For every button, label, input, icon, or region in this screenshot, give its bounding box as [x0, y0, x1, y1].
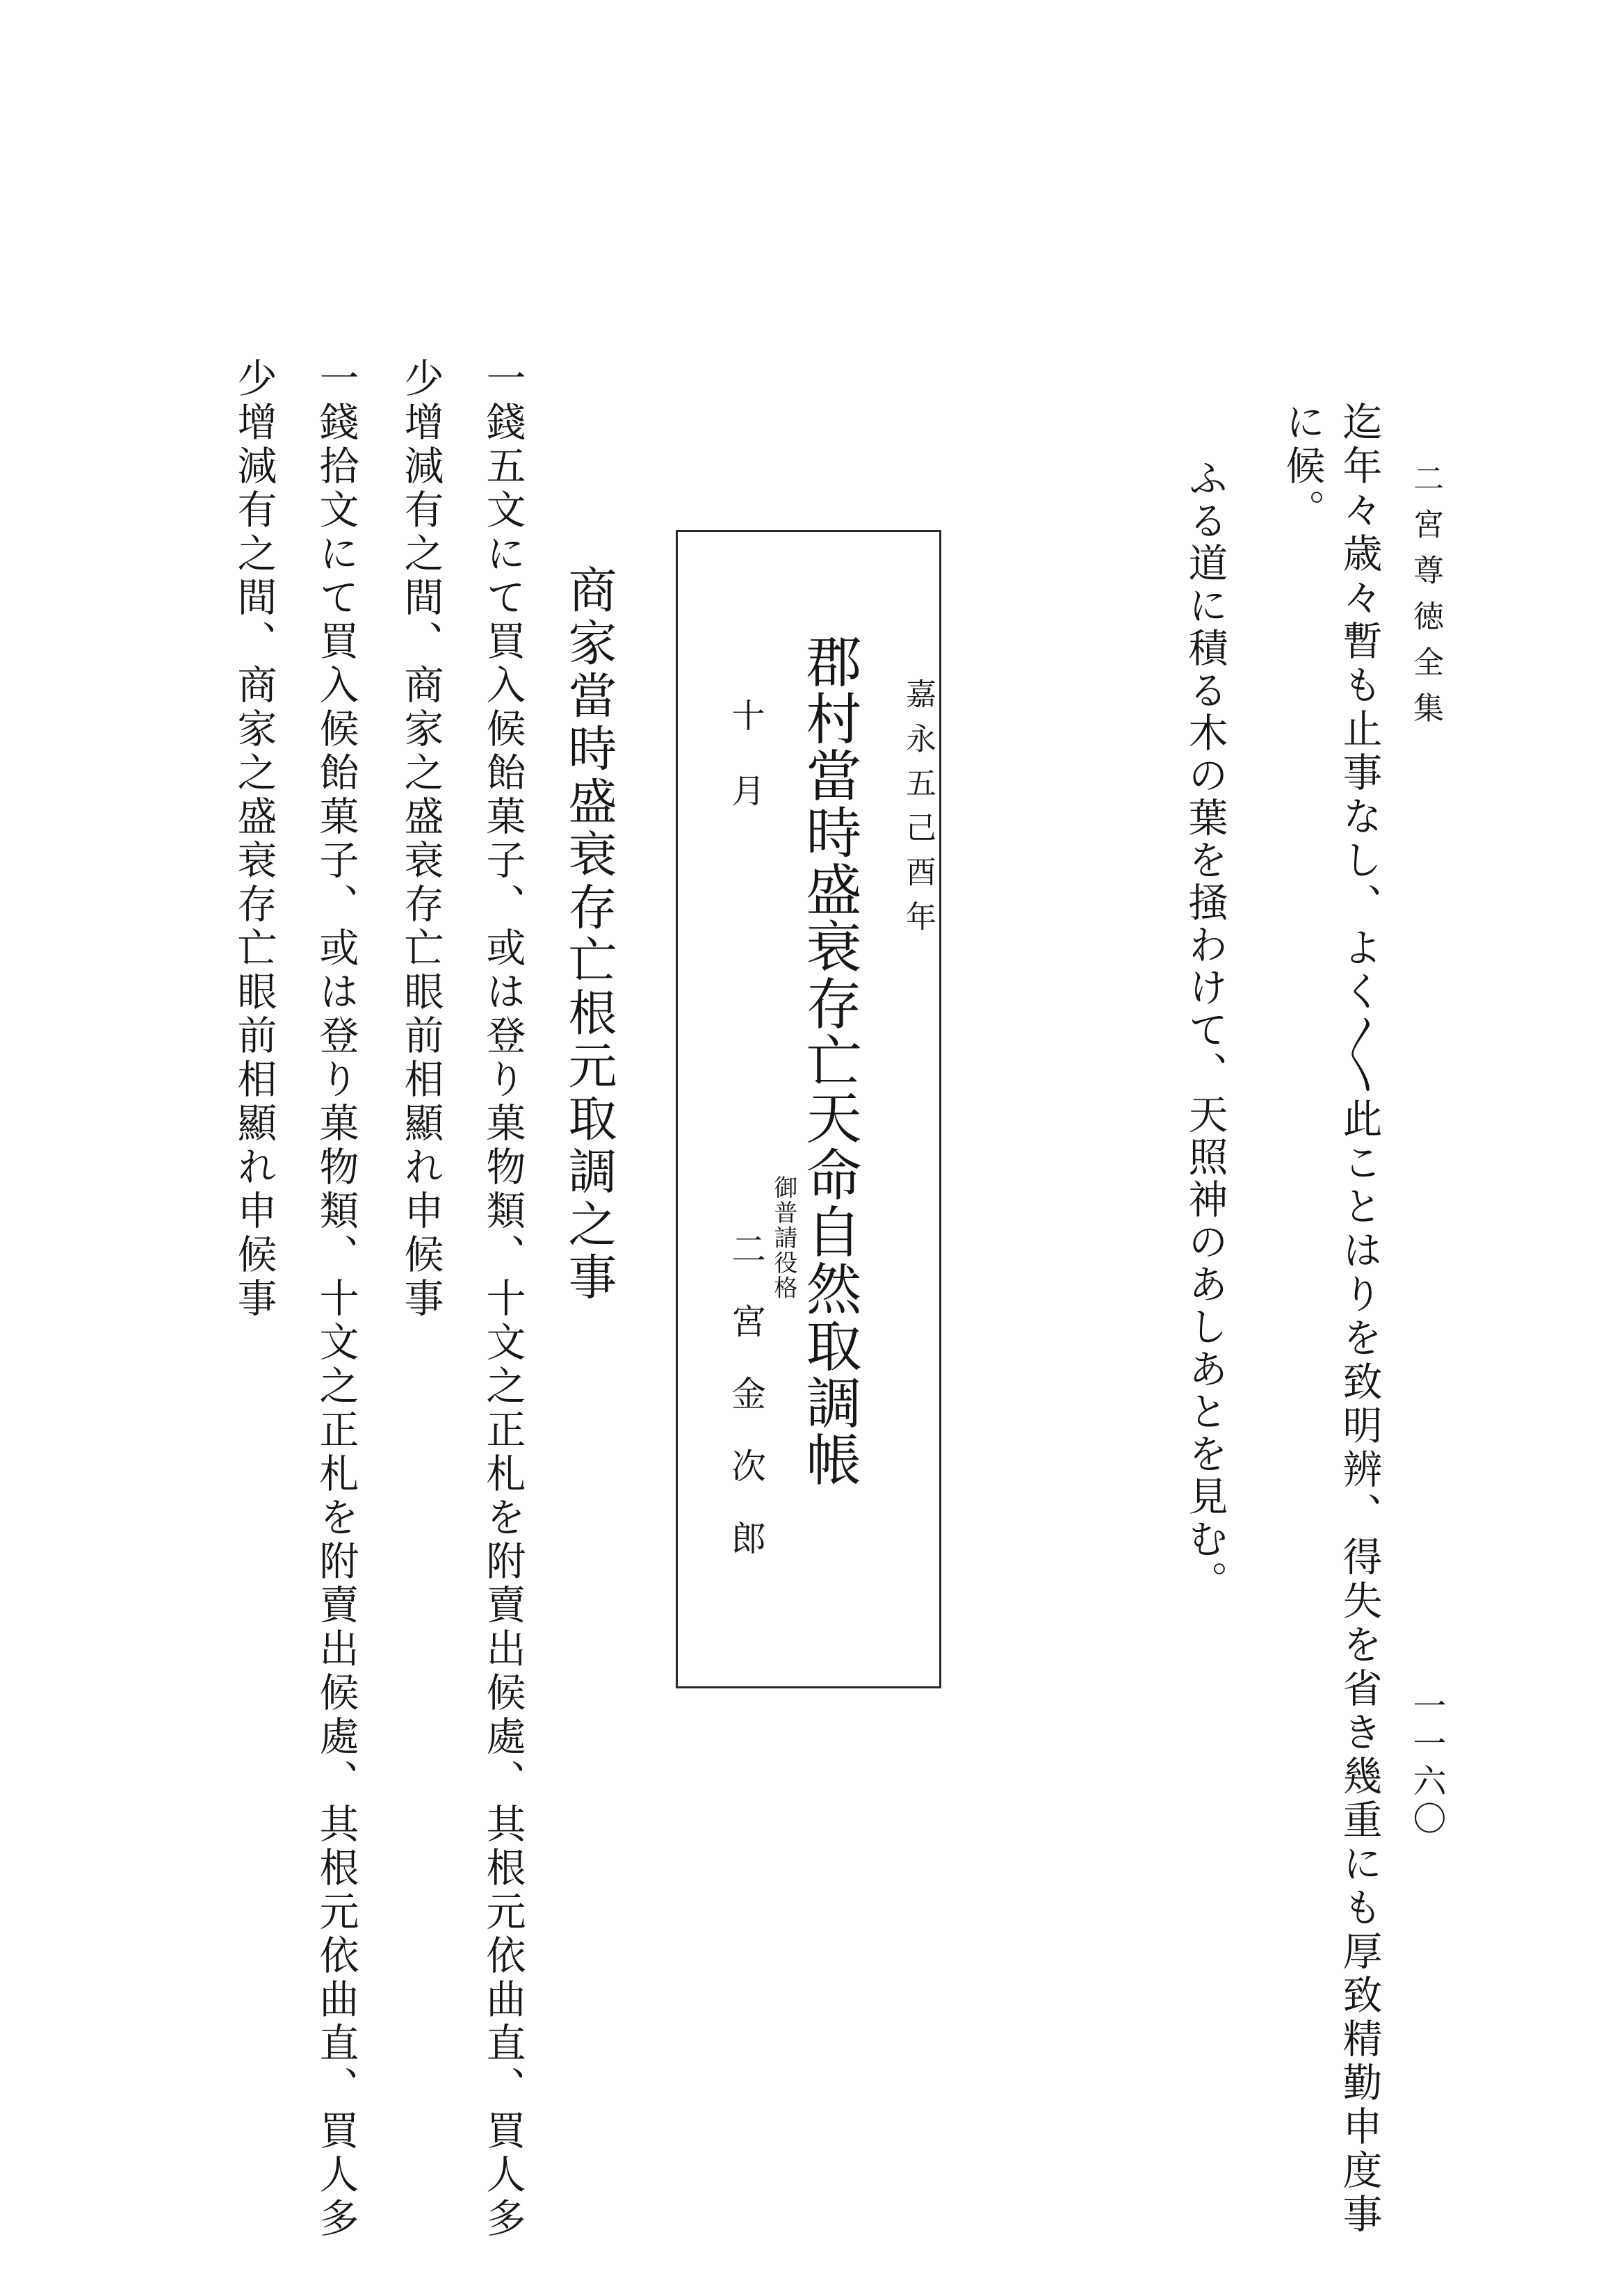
list-item-continuation: 少增減有之間、商家之盛衰存亡眼前相顯れ申候事	[398, 357, 444, 1321]
list-item: 一錢五文にて買入候飴菓子、或は登り菓物類、十文之正札を附賣出候處、其根元依曲直、買人多	[480, 357, 526, 2241]
author-name: 二宮金次郎	[726, 1231, 766, 1592]
list-item: 一錢拾文にて買入候飴菓子、或は登り菓物類、十文之正札を附賣出候處、其根元依曲直、買人多	[313, 357, 359, 2241]
month: 十月	[726, 698, 765, 848]
running-head: 二宮尊徳全集	[1408, 462, 1443, 738]
era-date: 嘉永五己酉年	[900, 678, 936, 945]
document-title: 郡村當時盛衰存亡天命自然取調帳	[797, 633, 861, 1488]
poem-line: ふる道に積る木の葉を掻わけて、天照神のあしあとを見む。	[1182, 458, 1228, 1603]
page-number: 一一六〇	[1407, 1688, 1446, 1839]
section-heading: 商家當時盛衰存亡根元取調之事	[560, 565, 617, 1305]
author-rank: 御普請役格	[770, 1175, 797, 1300]
list-item-continuation: 少增減有之間、商家之盛衰存亡眼前相顯れ申候事	[231, 357, 277, 1321]
text-line: に候。	[1279, 401, 1325, 533]
text-line: 迄年々歳々暫も止事なし、よく〳〵此ことはりを致明辨、得失を省き幾重にも厚致精勤申度事	[1336, 401, 1382, 2237]
